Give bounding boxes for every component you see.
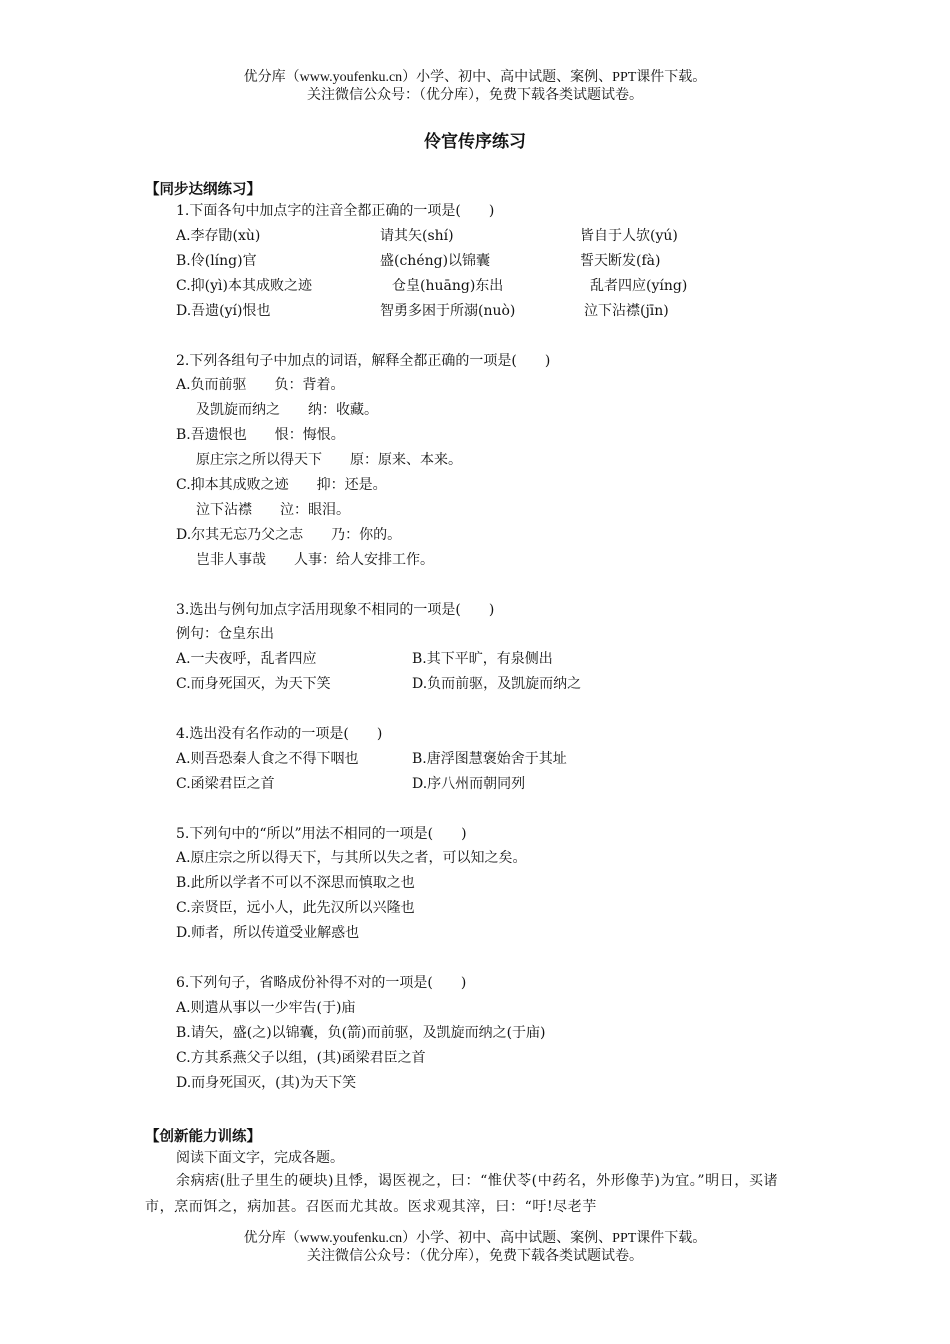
q4-option-a: A.则吾恐秦人食之不得下咽也 bbox=[176, 751, 359, 767]
q1-option-d3: 泣下沾襟(jīn) bbox=[584, 303, 669, 319]
q2-line-7: D.尔其无忘乃父之志 乃：你的。 bbox=[176, 527, 402, 543]
q5-option-c: C.亲贤臣，远小人，此先汉所以兴隆也 bbox=[176, 900, 415, 916]
q2-stem: 2.下列各组句子中加点的词语，解释全都正确的一项是( ) bbox=[176, 353, 551, 369]
q3-option-b: B.其下平旷，有泉侧出 bbox=[412, 651, 553, 667]
q5-option-a: A.原庄宗之所以得天下，与其所以失之者，可以知之矣。 bbox=[176, 850, 527, 866]
q1-option-d1: D.吾遗(yí)恨也 bbox=[176, 303, 271, 319]
q4-option-d: D.序八州而朝同列 bbox=[412, 776, 526, 792]
q1-option-a3: 皆自于人欤(yú) bbox=[580, 228, 678, 244]
q1-option-c1: C.抑(yì)本其成败之迹 bbox=[176, 278, 312, 294]
q4-stem: 4.选出没有名作动的一项是( ) bbox=[176, 726, 383, 742]
footer-line-1: 优分库（www.youfenku.cn）小学、初中、高中试题、案例、PPT课件下载。 bbox=[243, 1231, 707, 1246]
q2-line-6: 泣下沾襟 泣：眼泪。 bbox=[196, 502, 350, 518]
q1-option-c3: 乱者四应(yíng) bbox=[590, 278, 688, 294]
q4-option-b: B.唐浮图慧褒始舍于其址 bbox=[412, 751, 567, 767]
q1-option-a1: A.李存勖(xù) bbox=[176, 228, 261, 244]
q6-option-c: C.方其系燕父子以组，(其)函梁君臣之首 bbox=[176, 1050, 426, 1066]
q5-option-d: D.师者，所以传道受业解惑也 bbox=[176, 925, 360, 941]
q3-stem: 3.选出与例句加点字活用现象不相同的一项是( ) bbox=[176, 602, 495, 618]
q2-line-8: 岂非人事哉 人事：给人安排工作。 bbox=[196, 552, 434, 568]
q2-line-1: A.负而前驱 负：背着。 bbox=[176, 377, 345, 393]
q5-stem: 5.下列句中的“所以”用法不相同的一项是( ) bbox=[176, 826, 467, 842]
q5-option-b: B.此所以学者不可以不深思而慎取之也 bbox=[176, 875, 415, 891]
q1-stem: 1.下面各句中加点字的注音全都正确的一项是( ) bbox=[176, 203, 495, 219]
q3-example: 例句：仓皇东出 bbox=[176, 626, 274, 642]
q6-option-a: A.则遣从事以一少牢告(于)庙 bbox=[176, 1000, 356, 1016]
header-line-2: 关注微信公众号：（优分库），免费下载各类试题试卷。 bbox=[307, 88, 643, 103]
section-heading-sync: 【同步达纲练习】 bbox=[145, 182, 261, 198]
q1-option-b1: B.伶(líng)官 bbox=[176, 253, 257, 269]
q4-option-c: C.函梁君臣之首 bbox=[176, 776, 275, 792]
q3-option-d: D.负而前驱，及凯旋而纳之 bbox=[412, 676, 582, 692]
reading-passage: 余病痞(肚子里生的硬块)且悸，谒医视之，曰：“惟伏苓(中药名，外形像芋)为宜。”明日，买诸市，烹而饵之，病加甚。召医而尤其故。医求观其滓，曰：“吁!尽老芋 bbox=[145, 1173, 779, 1215]
footer-line-2: 关注微信公众号：（优分库），免费下载各类试题试卷。 bbox=[307, 1249, 643, 1264]
q6-stem: 6.下列句子，省略成份补得不对的一项是( ) bbox=[176, 975, 467, 991]
section-heading-innovation: 【创新能力训练】 bbox=[145, 1129, 261, 1145]
q1-option-c2: 仓皇(huāng)东出 bbox=[392, 278, 504, 294]
q2-line-5: C.抑本其成败之迹 抑：还是。 bbox=[176, 477, 387, 493]
q1-option-b2: 盛(chéng)以锦囊 bbox=[380, 253, 491, 269]
q2-line-4: 原庄宗之所以得天下 原：原来、本来。 bbox=[196, 452, 462, 468]
reading-intro: 阅读下面文字，完成各题。 bbox=[176, 1150, 344, 1166]
q6-option-d: D.而身死国灭，(其)为天下笑 bbox=[176, 1075, 357, 1091]
q2-line-3: B.吾遗恨也 恨：悔恨。 bbox=[176, 427, 345, 443]
q3-option-c: C.而身死国灭，为天下笑 bbox=[176, 676, 331, 692]
page-title: 伶官传序练习 bbox=[424, 132, 526, 152]
q1-option-d2: 智勇多困于所溺(nuò) bbox=[380, 303, 516, 319]
header-line-1: 优分库（www.youfenku.cn）小学、初中、高中试题、案例、PPT课件下载。 bbox=[243, 70, 707, 85]
q1-option-b3: 誓天断发(fà) bbox=[580, 253, 661, 269]
q6-option-b: B.请矢，盛(之)以锦囊，负(箭)而前驱，及凯旋而纳之(于庙) bbox=[176, 1025, 546, 1041]
q2-line-2: 及凯旋而纳之 纳：收藏。 bbox=[196, 402, 378, 418]
q1-option-a2: 请其矢(shí) bbox=[380, 228, 454, 244]
q3-option-a: A.一夫夜呼，乱者四应 bbox=[176, 651, 317, 667]
